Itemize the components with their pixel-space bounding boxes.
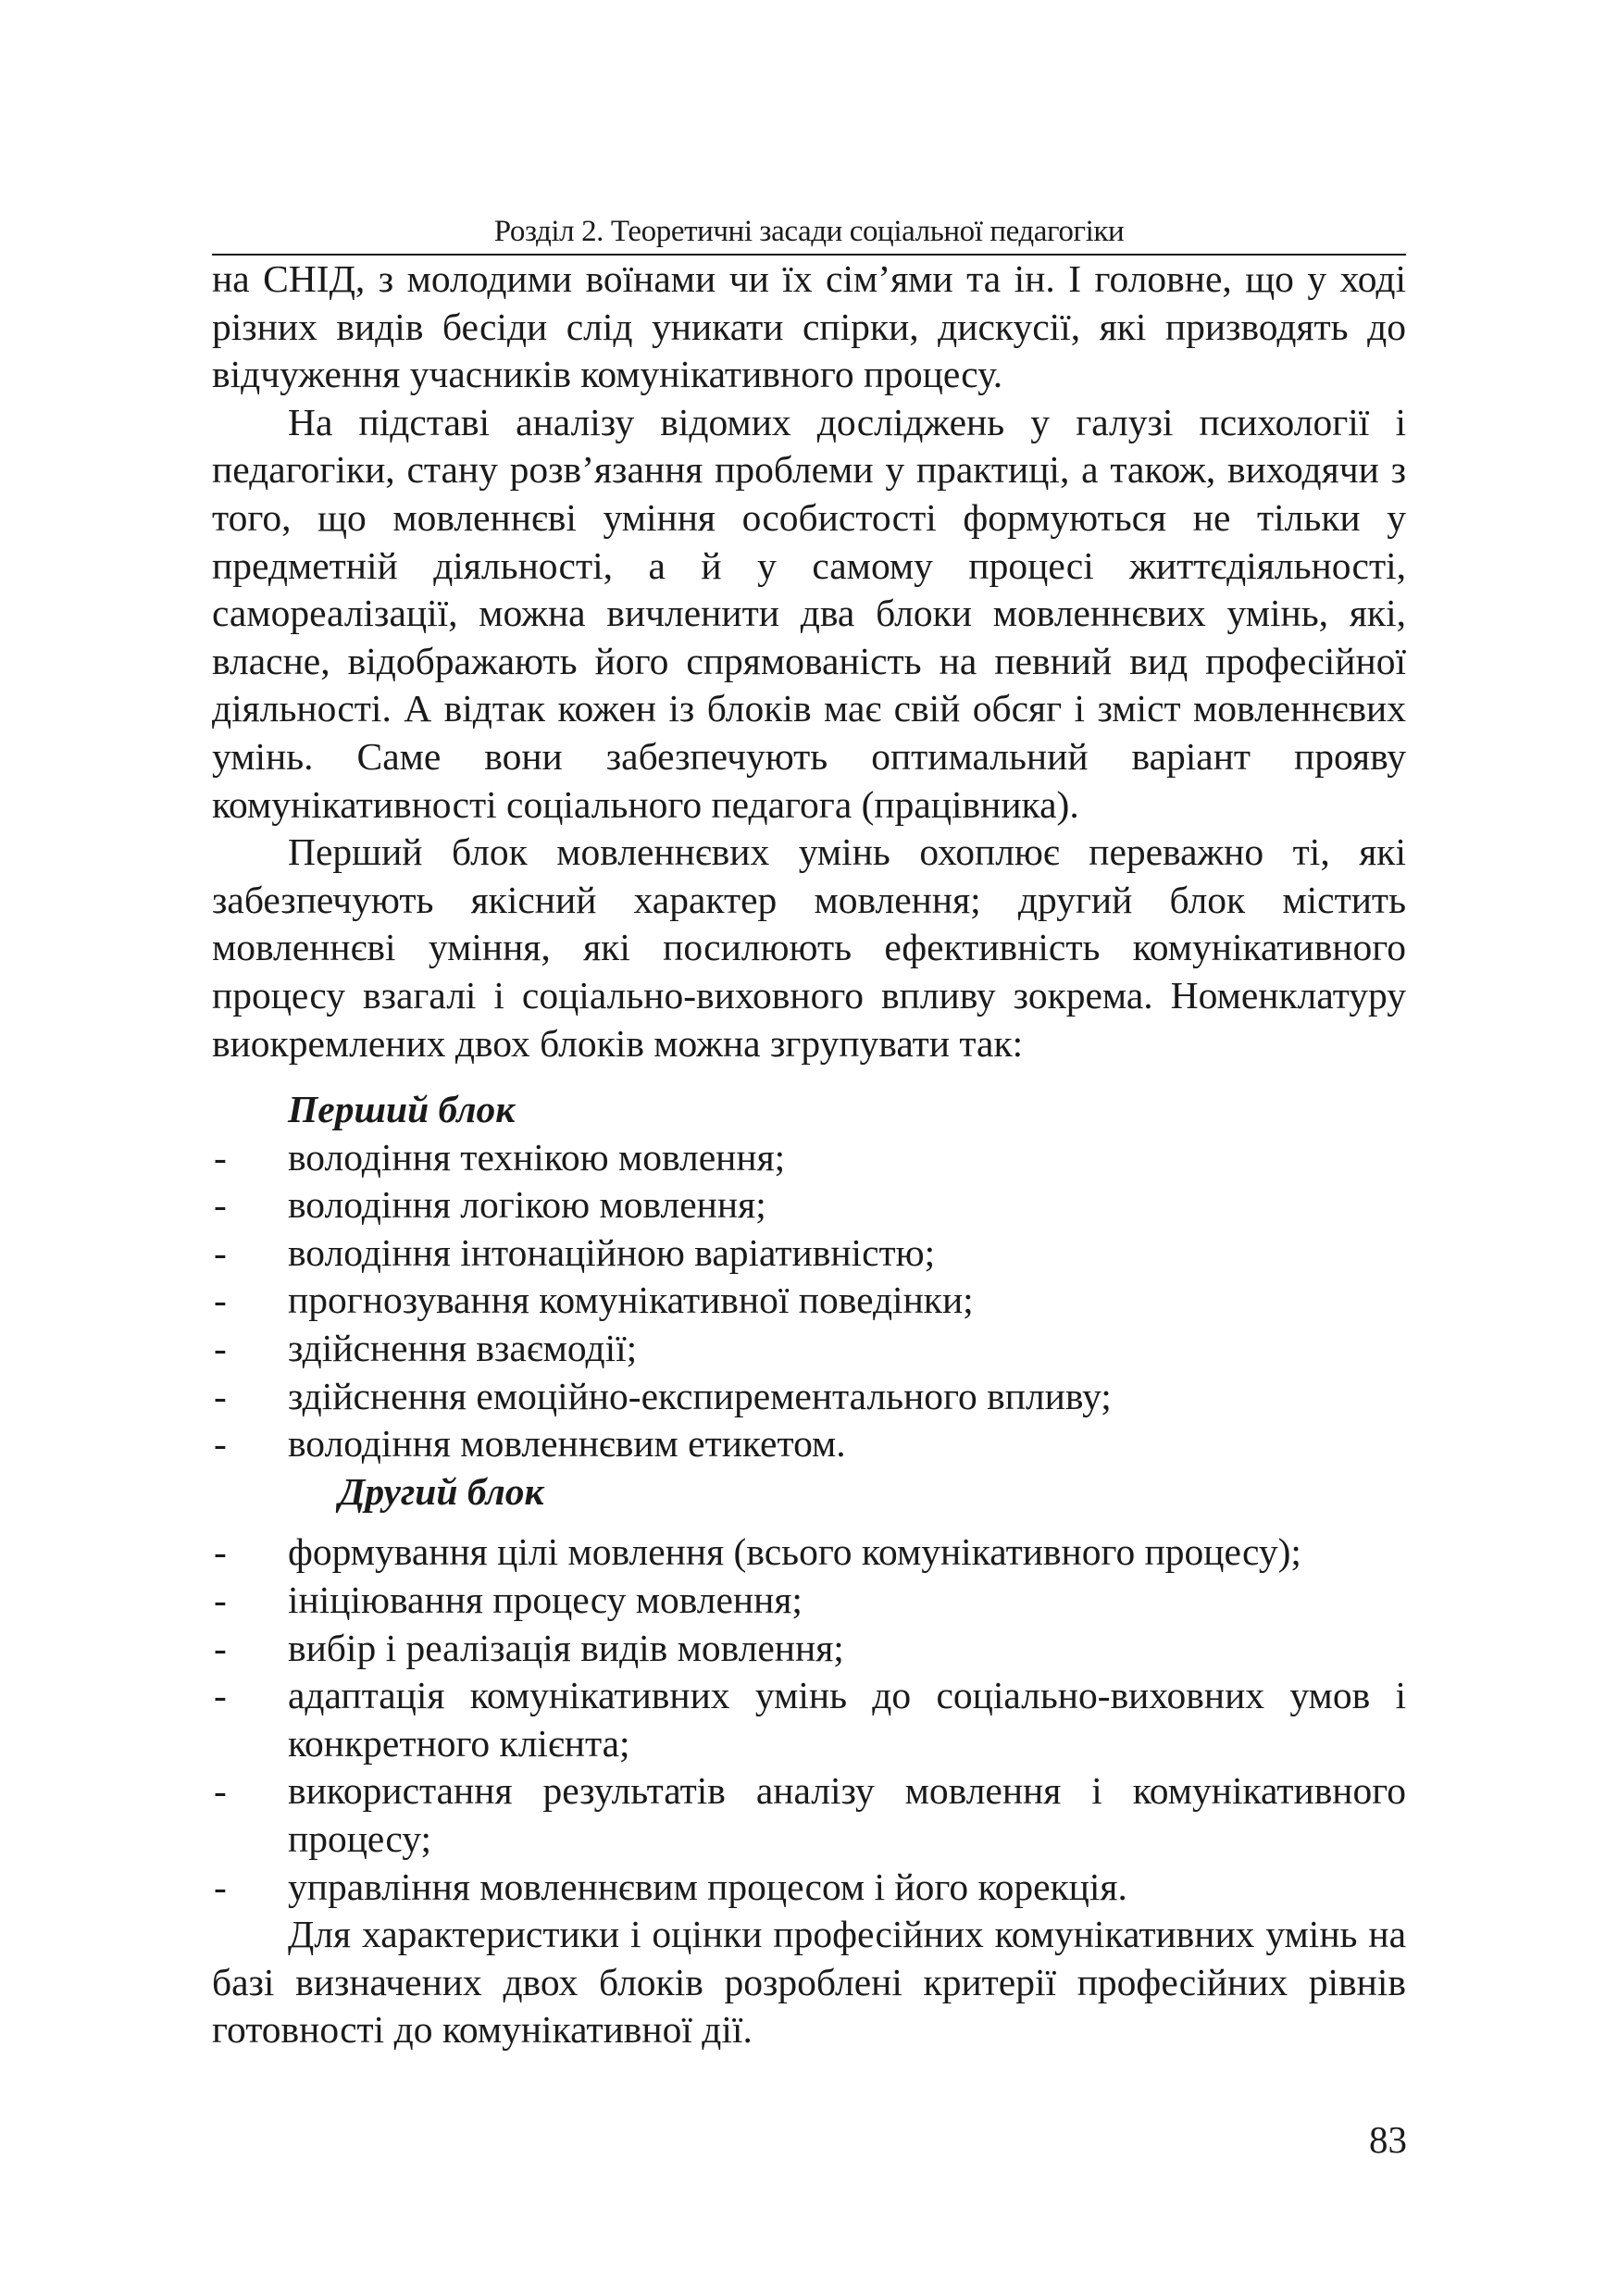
list-item: - володіння інтонаційною варіативністю; bbox=[212, 1229, 1406, 1278]
list-item: - володіння логікою мовлення; bbox=[212, 1181, 1406, 1229]
list-dash: - bbox=[214, 1327, 227, 1370]
list-item: - володіння технікою мовлення; bbox=[212, 1134, 1406, 1182]
paragraph-closing: Для характеристики і оцінки професійних комунікативних умінь на базі визначених двох блоків розроблені критерії професійних рівнів готовності до комунікативної дії. bbox=[212, 1913, 1406, 2052]
list-item: - прогнозування комунікативної поведінки; bbox=[212, 1277, 1406, 1325]
paragraph-continued: на СНІД, з молодими воїнами чи їх сім’ями та ін. І головне, що у ході різних видів бесіди слід уникати спірки, дискусії, які призводять до відчуження учасників комунікативного процесу. bbox=[212, 257, 1406, 396]
list-dash: - bbox=[214, 1422, 227, 1466]
list-dash: - bbox=[214, 1674, 227, 1717]
list-item: - управління мовленнєвим процесом і його корекція. bbox=[212, 1864, 1406, 1912]
paragraph: На підставі аналізу відомих досліджень у галузі психології і педагогіки, стану розв’язання проблеми у практиці, а також, виходячи з того, що мовленнєві уміння особистості формуються не тільки у предметній діяльності, а й у самому процесі життєдіяльності, самореалізації, можна вичленити два блоки мовленнєвих умінь, які, власне, відображають його спрямованість на певний вид професійної діяльності. А відтак кожен із блоків має свій обсяг і зміст мовленнєвих умінь. Саме вони забезпечують оптимальний варіант прояву комунікативності соціального педагога (працівника). bbox=[212, 400, 1406, 826]
running-header: Розділ 2. Теоретичні засади соціальної педагогіки bbox=[212, 211, 1406, 256]
list-dash: - bbox=[214, 1578, 227, 1622]
list-item: - адаптація комунікативних умінь до соціально-виховних умов і конкретного клієнта; bbox=[214, 1674, 1406, 1765]
list-dash: - bbox=[214, 1183, 227, 1227]
list-dash: - bbox=[214, 1230, 227, 1274]
block-heading-second: Другий блок bbox=[339, 1469, 544, 1513]
list-item: - вибір і реалізація видів мовлення; bbox=[212, 1625, 1406, 1673]
list-item: - здійснення емоційно-експирементального впливу; bbox=[212, 1373, 1406, 1421]
list-dash: - bbox=[214, 1530, 227, 1574]
block-heading-first: Перший блок bbox=[288, 1088, 516, 1131]
page-body bbox=[212, 256, 1406, 2054]
list-item: - формування цілі мовлення (всього комунікативного процесу); bbox=[212, 1529, 1406, 1577]
list-dash: - bbox=[214, 1135, 227, 1179]
block-list-second bbox=[212, 1529, 1406, 1911]
list-item: - використання результатів аналізу мовлення і комунікативного процесу; bbox=[214, 1769, 1406, 1860]
list-dash: - bbox=[214, 1769, 227, 1813]
list-item: - ініціювання процесу мовлення; bbox=[212, 1577, 1406, 1625]
list-dash: - bbox=[214, 1626, 227, 1669]
list-dash: - bbox=[214, 1865, 227, 1908]
page-number: 83 bbox=[1369, 2118, 1407, 2161]
paragraph: Перший блок мовленнєвих умінь охоплює переважно ті, які забезпечують якісний характер мовлення; другий блок містить мовленнєві уміння, які посилюють ефективність комунікативного процесу взагалі і соціально-виховного впливу зокрема. Номенклатуру виокремлених двох блоків можна згрупувати так: bbox=[212, 830, 1406, 1065]
block-list-first bbox=[212, 1134, 1406, 1468]
list-item: - володіння мовленнєвим етикетом. bbox=[212, 1420, 1406, 1468]
list-dash: - bbox=[214, 1279, 227, 1322]
list-item: - здійснення взаємодії; bbox=[212, 1325, 1406, 1373]
book-page bbox=[212, 211, 1406, 2054]
list-dash: - bbox=[214, 1374, 227, 1417]
